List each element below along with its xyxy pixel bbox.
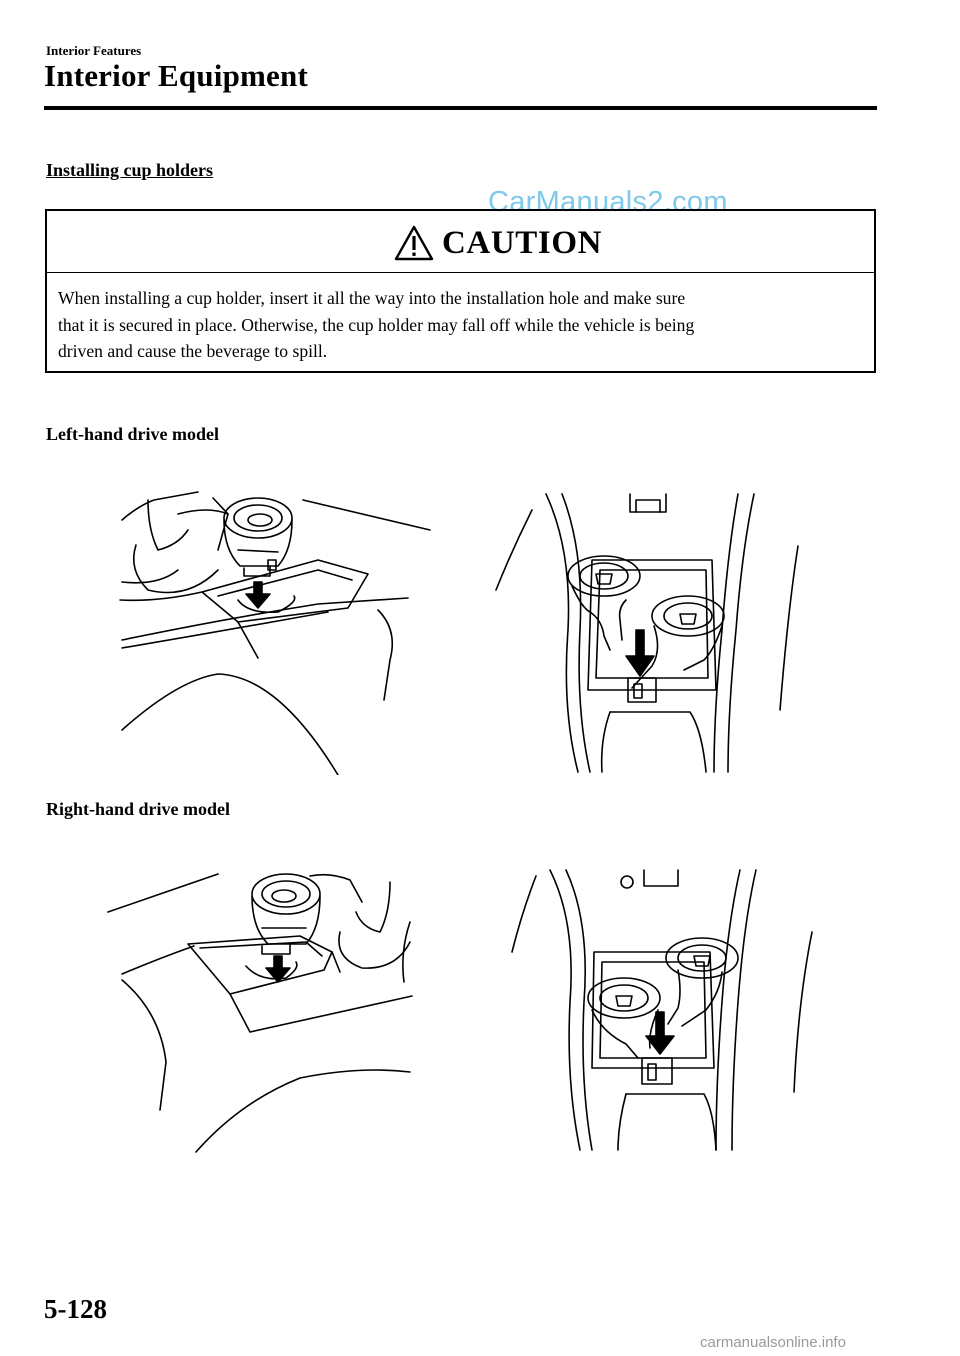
watermark-footer: carmanualsonline.info bbox=[700, 1334, 846, 1351]
lhd-top-view-illustration bbox=[492, 490, 802, 775]
caution-title: CAUTION bbox=[442, 225, 603, 261]
subheading-installing-cup-holders: Installing cup holders bbox=[46, 160, 214, 180]
caution-line: that it is secured in place. Otherwise, the cup holder may fall off while the vehicle is being bbox=[58, 314, 695, 335]
page-number: 5-128 bbox=[44, 1294, 107, 1324]
caution-line: When installing a cup holder, insert it all the way into the installation hole and make sure bbox=[58, 288, 686, 308]
rhd-top-view-illustration bbox=[508, 862, 818, 1154]
left-hand-drive-label: Left-hand drive model bbox=[46, 424, 219, 444]
caution-header bbox=[47, 211, 874, 273]
caution-box bbox=[45, 209, 876, 373]
caution-text bbox=[58, 285, 868, 365]
title-divider bbox=[44, 106, 877, 110]
caution-line: driven and cause the beverage to spill. bbox=[58, 341, 328, 361]
section-label: Interior Features bbox=[46, 43, 142, 58]
rhd-side-view-illustration bbox=[100, 862, 420, 1154]
watermark-top: CarManuals2.com bbox=[488, 186, 728, 218]
page-title: Interior Equipment bbox=[44, 58, 308, 93]
right-hand-drive-label: Right-hand drive model bbox=[46, 799, 231, 819]
lhd-side-view-illustration bbox=[118, 490, 438, 775]
warning-triangle-icon bbox=[394, 225, 434, 261]
